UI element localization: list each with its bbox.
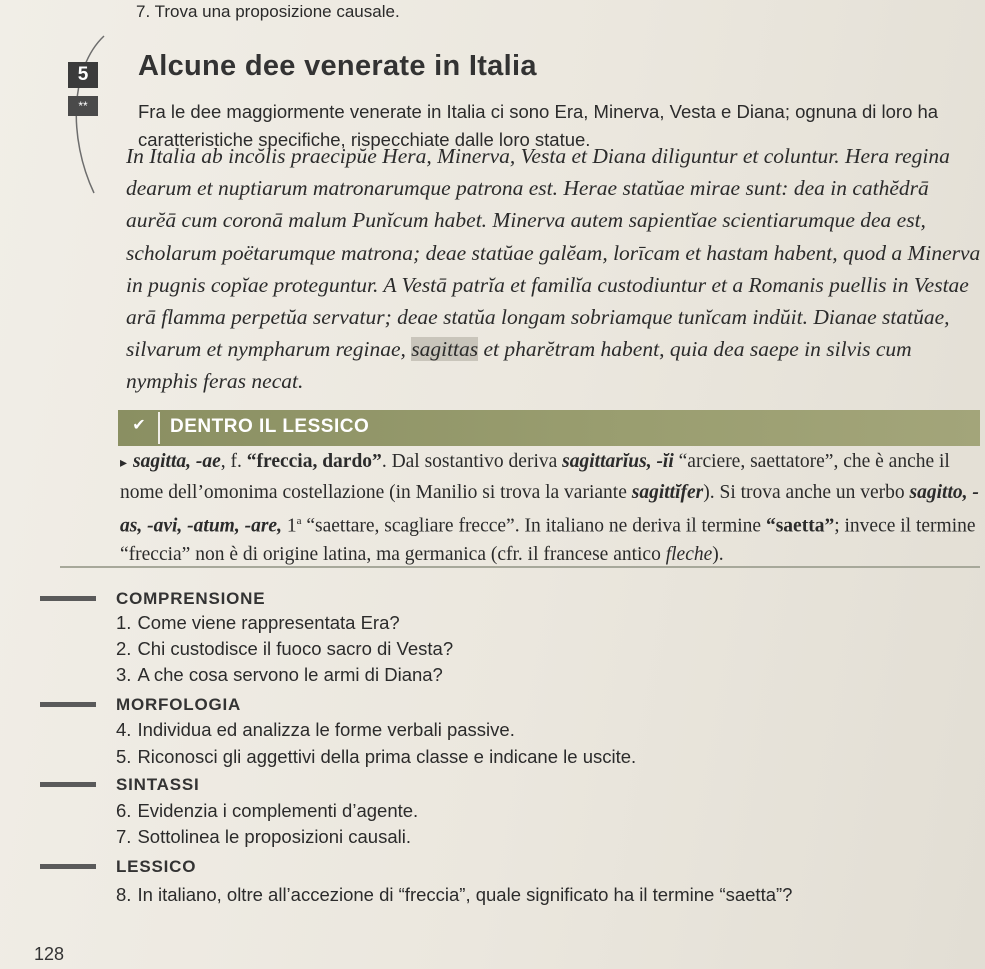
- exercise-intro: Fra le dee maggiormente venerate in Italia ci sono Era, Minerva, Vesta e Diana; ognuna di loro ha caratteristiche specifiche, rispecchiate dalle loro statue.: [138, 101, 939, 150]
- exercise-title: Alcune dee venerate in Italia: [138, 50, 537, 82]
- lessico-fragment: , f.: [220, 451, 247, 472]
- previous-question: 7. Trova una proposizione causale.: [136, 2, 400, 21]
- question-text: Come viene rappresentata Era?: [137, 612, 400, 633]
- question-text: Individua ed analizza le forme verbali passive.: [137, 719, 515, 740]
- check-icon: ✔: [132, 417, 146, 434]
- lessico-text: [120, 448, 982, 570]
- question-item: [116, 612, 400, 634]
- section-title-comprensione: COMPRENSIONE: [116, 589, 266, 608]
- french-word: fleche: [665, 544, 713, 565]
- question-item: [116, 800, 418, 822]
- question-item: [116, 826, 411, 848]
- lessico-fragment: . Dal sostantivo deriva: [381, 451, 563, 472]
- bullet-icon: ▸: [120, 456, 128, 471]
- lessico-fragment: “arciere, saettatore”, che è anche il nome dell’omonima costellazione (in Manilio si trova la variante: [120, 451, 950, 503]
- conjugation-number: 1: [281, 515, 297, 537]
- section-title-morfologia: MORFOLOGIA: [116, 695, 242, 714]
- page-number: 128: [34, 944, 65, 964]
- question-text: Sottolinea le proposizioni causali.: [137, 826, 411, 847]
- question-item: [116, 884, 792, 906]
- section-bar: [40, 782, 96, 787]
- question-number: 3.: [116, 664, 132, 685]
- section-bar: [40, 864, 96, 869]
- lessico-title: DENTRO IL LESSICO: [170, 416, 370, 437]
- exercise-number: 5: [68, 62, 98, 88]
- lessico-fragment: “saettare, scagliare frecce”. In italiano ne deriva il termine: [301, 515, 766, 537]
- lessico-divider: [60, 566, 980, 568]
- section-title-sintassi: SINTASSI: [116, 775, 200, 794]
- latin-passage: [126, 140, 981, 398]
- question-item: [116, 746, 636, 768]
- lessico-fragment: ; invece il termine “freccia” non è di origine latina, ma germanica (cfr. il francese antico: [120, 515, 976, 565]
- question-text: Evidenzia i complementi d’agente.: [137, 800, 419, 821]
- question-number: 7.: [116, 826, 132, 847]
- question-text: In italiano, oltre all’accezione di “freccia”, quale significato ha il termine “saetta”?: [137, 884, 793, 905]
- question-text: Riconosci gli aggettivi della prima classe e indicane le uscite.: [137, 746, 637, 767]
- latin-text-2: et pharĕtram habent, quia dea saepe in silvis cum nymphis feras necat.: [126, 337, 912, 394]
- section-bar: [40, 596, 96, 601]
- question-item: [116, 664, 443, 686]
- latin-text-1: In Italia ab incŏlis praecipŭe Hera, Minerva, Vesta et Diana diliguntur et coluntur. Hera regina dearum et nuptiarum matronarumque patrona est. Herae statŭae mirae sunt: dea in cathĕdrā aurĕā cum coronā malum Punĭcum habet. Minerva autem sapientĭae scientiarumque dea est, scholarum poëtarumque matrona; deae statŭae galĕam, lorīcam et hastam habent, quod a Minerva in pugnis copĭae proteguntur. A Vestā patrĭa et familĭa custodiuntur et a Romanis puellis in Vestae arā flamma perpetŭa servatur; deae statŭa longam sobriamque tunĭcam indŭit. Dianae statŭae, silvarum et nympharum reginae,: [126, 144, 981, 362]
- question-number: 4.: [116, 719, 132, 740]
- question-number: 1.: [116, 612, 132, 633]
- section-bar: [40, 702, 96, 707]
- question-item: [116, 719, 515, 741]
- question-number: 8.: [116, 884, 132, 905]
- verb-form: sagitto, -as, -avi, -atum, -are,: [120, 481, 979, 537]
- italian-term: “saetta”: [765, 515, 835, 537]
- section-title-lessico: LESSICO: [116, 857, 197, 876]
- question-number: 5.: [116, 746, 132, 767]
- question-number: 6.: [116, 800, 132, 821]
- variant-word: sagittĭfer: [631, 481, 704, 503]
- derived-word: sagittarĭus, -ĭi: [562, 451, 674, 472]
- question-text: A che cosa servono le armi di Diana?: [137, 664, 443, 685]
- lessico-fragment: ).: [712, 544, 724, 565]
- lessico-fragment: ). Si trova anche un verbo: [703, 481, 910, 503]
- question-text: Chi custodisce il fuoco sacro di Vesta?: [137, 638, 454, 659]
- lessico-meaning: “freccia, dardo”: [246, 451, 382, 472]
- difficulty-stars: **: [68, 96, 98, 116]
- lessico-header-divider: [158, 412, 160, 444]
- question-number: 2.: [116, 638, 132, 659]
- lemma: sagitta, -ae: [133, 451, 221, 472]
- conjugation-superscript: a: [296, 515, 302, 527]
- question-item: [116, 638, 453, 660]
- highlighted-word: sagittas: [411, 337, 479, 362]
